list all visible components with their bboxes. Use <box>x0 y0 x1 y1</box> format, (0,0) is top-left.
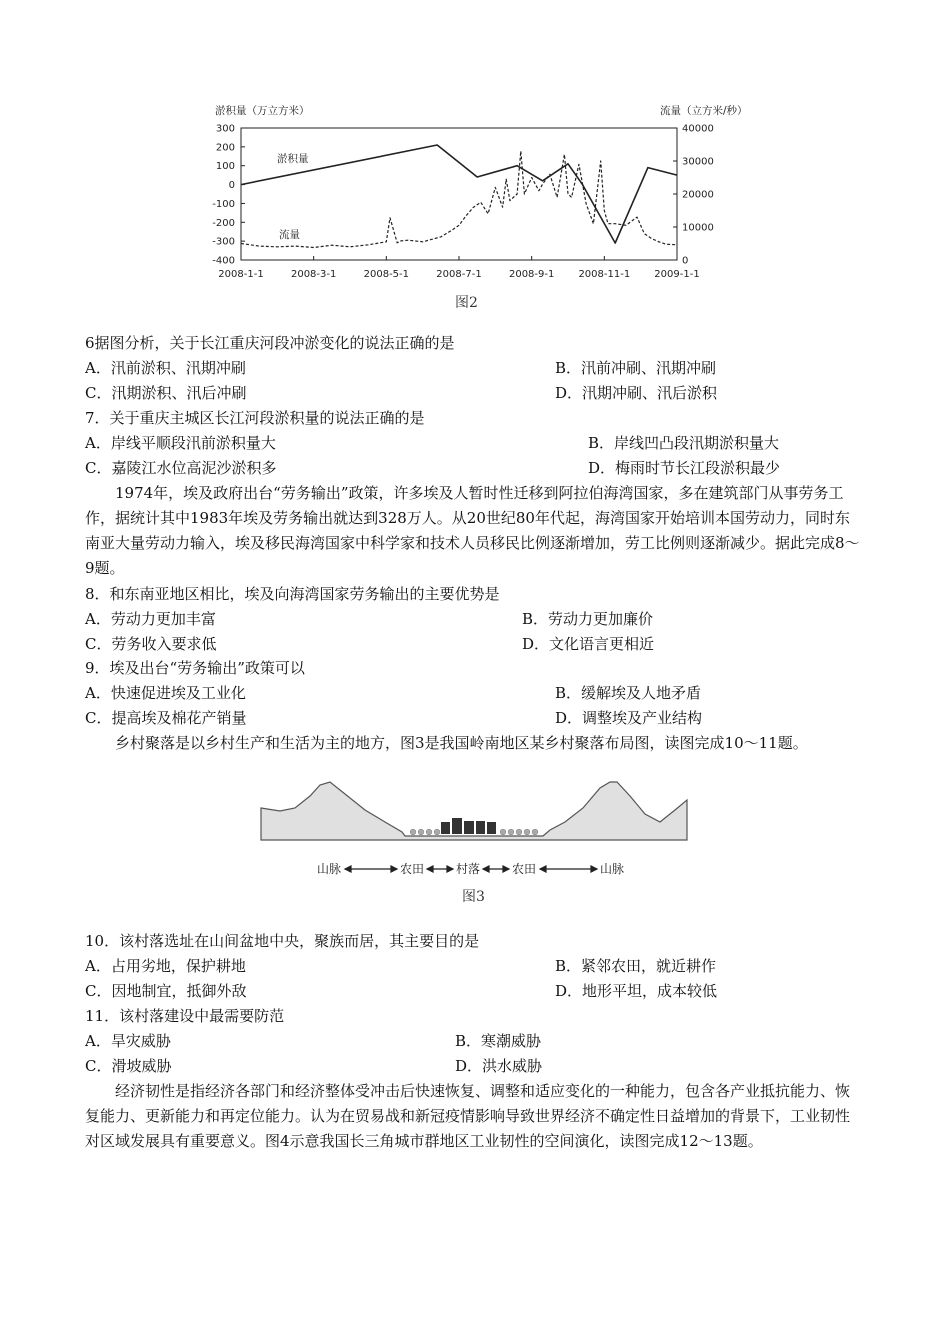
right-axis-title: 流量（立方米/秒） <box>660 105 748 117</box>
field-dots-left <box>410 829 440 835</box>
left-tick-label: 100 <box>215 161 235 173</box>
q9-option-c[interactable]: C．提高埃及棉花产销量 <box>85 709 247 727</box>
flow-series-line <box>241 151 677 247</box>
q8-option-d[interactable]: D．文化语言更相近 <box>522 635 655 653</box>
village-buildings <box>441 818 496 834</box>
q10-option-c[interactable]: C．因地制宜，抵御外敌 <box>85 982 247 1000</box>
field-dots-right <box>500 829 538 835</box>
left-tick-label: -400 <box>212 255 235 267</box>
left-tick-label: -200 <box>212 217 235 229</box>
label-mountain-left: 山脉 <box>317 862 342 876</box>
q11-option-d[interactable]: D．洪水威胁 <box>455 1057 543 1075</box>
left-tick-label: 200 <box>215 142 235 154</box>
arrow-2 <box>427 866 453 872</box>
q6-option-d[interactable]: D．汛期冲刷、汛后淤积 <box>555 384 718 402</box>
flow-series-label: 流量 <box>279 229 300 241</box>
left-tick-label: -100 <box>212 198 235 210</box>
q7-option-d[interactable]: D．梅雨时节长江段淤积最少 <box>588 459 781 477</box>
figure3-caption: 图3 <box>462 889 485 905</box>
left-axis-title: 淤积量（万立方米） <box>215 105 310 117</box>
x-tick-label: 2008-1-1 <box>218 269 264 280</box>
right-tick-label: 0 <box>682 255 689 267</box>
right-axis-ticks <box>673 124 714 267</box>
figure2-chart <box>205 100 765 290</box>
left-tick-label: -300 <box>212 236 235 248</box>
right-tick-label: 20000 <box>682 189 714 201</box>
right-tick-label: 10000 <box>682 222 714 234</box>
label-mountain-right: 山脉 <box>600 862 625 876</box>
right-tick-label: 30000 <box>682 156 714 168</box>
left-tick-label: 0 <box>228 180 235 192</box>
q10-option-d[interactable]: D．地形平坦，成本较低 <box>555 982 718 1000</box>
q10-option-b[interactable]: B．紧邻农田，就近耕作 <box>555 957 717 975</box>
figure2-caption: 图2 <box>455 295 478 311</box>
label-farmland-left: 农田 <box>400 862 425 876</box>
x-tick-label: 2008-11-1 <box>578 269 631 280</box>
q7-option-c[interactable]: C．嘉陵江水位高泥沙淤积多 <box>85 459 277 477</box>
q9-stem: 9．埃及出台“劳务输出”政策可以 <box>85 659 305 677</box>
x-tick-label: 2008-7-1 <box>436 269 482 280</box>
figure3-diagram <box>255 778 695 878</box>
label-village: 村落 <box>456 862 481 876</box>
q8-option-b[interactable]: B．劳动力更加廉价 <box>522 610 654 628</box>
arrow-1 <box>345 866 397 872</box>
x-tick-label: 2008-9-1 <box>508 269 555 280</box>
q10-stem: 10．该村落选址在山间盆地中央，聚族而居，其主要目的是 <box>85 932 480 950</box>
q7-option-b[interactable]: B．岸线凹凸段汛期淤积量大 <box>588 434 780 452</box>
q9-option-d[interactable]: D．调整埃及产业结构 <box>555 709 703 727</box>
q10-option-a[interactable]: A．占用劣地，保护耕地 <box>85 957 246 975</box>
q8-option-c[interactable]: C．劳务收入要求低 <box>85 635 217 653</box>
q6-stem: 6据图分析，关于长江重庆河段冲淤变化的说法正确的是 <box>85 334 455 352</box>
arrow-3 <box>483 866 509 872</box>
left-axis-ticks <box>212 124 245 267</box>
right-tick-label: 40000 <box>682 123 714 135</box>
q11-stem: 11．该村落建设中最需要防范 <box>85 1007 285 1025</box>
x-tick-label: 2009-1-1 <box>654 269 700 280</box>
q11-option-b[interactable]: B．寒潮威胁 <box>455 1032 542 1050</box>
passage-village: 乡村聚落是以乡村生产和生活为主的地方，图3是我国岭南地区某乡村聚落布局图，读图完成10～11题。 <box>115 734 808 752</box>
q9-option-a[interactable]: A．快速促进埃及工业化 <box>85 684 246 702</box>
plot-frame <box>241 128 677 260</box>
q6-option-a[interactable]: A．汛前淤积、汛期冲刷 <box>85 359 246 377</box>
q8-stem: 8．和东南亚地区相比，埃及向海湾国家劳务输出的主要优势是 <box>85 585 500 603</box>
passage-economic-resilience: 经济韧性是指经济各部门和经济整体受冲击后快速恢复、调整和适应变化的一种能力，包含各产业抵抗能力、恢复能力、更新能力和再定位能力。认为在贸易战和新冠疫情影响导致世界经济不确定性日益增加的背景下，工业韧性对区域发展具有重要意义。图4示意我国长三角城市群地区工业韧性的空间演化，读图完成12～13题。 <box>85 1082 851 1150</box>
q8-option-a[interactable]: A．劳动力更加丰富 <box>85 610 216 628</box>
q9-option-b[interactable]: B．缓解埃及人地矛盾 <box>555 684 702 702</box>
q7-option-a[interactable]: A．岸线平顺段汛前淤积量大 <box>85 434 276 452</box>
x-tick-label: 2008-5-1 <box>363 269 410 280</box>
q7-stem: 7．关于重庆主城区长江河段淤积量的说法正确的是 <box>85 409 425 427</box>
q6-option-c[interactable]: C．汛期淤积、汛后冲刷 <box>85 384 247 402</box>
label-farmland-right: 农田 <box>512 862 537 876</box>
x-tick-label: 2008-3-1 <box>290 269 337 280</box>
arrow-4 <box>540 866 597 872</box>
passage-egypt-labor: 1974年，埃及政府出台“劳务输出”政策，许多埃及人暂时性迁移到阿拉伯海湾国家，多在建筑部门从事劳务工作，据统计其中1983年埃及劳务输出就达到328万人。从20世纪80年代起，海湾国家开始培训本国劳动力，同时东南亚大量劳动力输入，埃及移民海湾国家中科学家和技术人员移民比例逐渐增加，劳工比例则逐渐减少。据此完成8～9题。 <box>85 484 860 577</box>
q11-option-c[interactable]: C．滑坡威胁 <box>85 1057 172 1075</box>
sediment-series-label: 淤积量 <box>277 153 309 165</box>
q6-option-b[interactable]: B．汛前冲刷、汛期冲刷 <box>555 359 717 377</box>
left-tick-label: 300 <box>215 123 235 135</box>
q11-option-a[interactable]: A．旱灾威胁 <box>85 1032 171 1050</box>
